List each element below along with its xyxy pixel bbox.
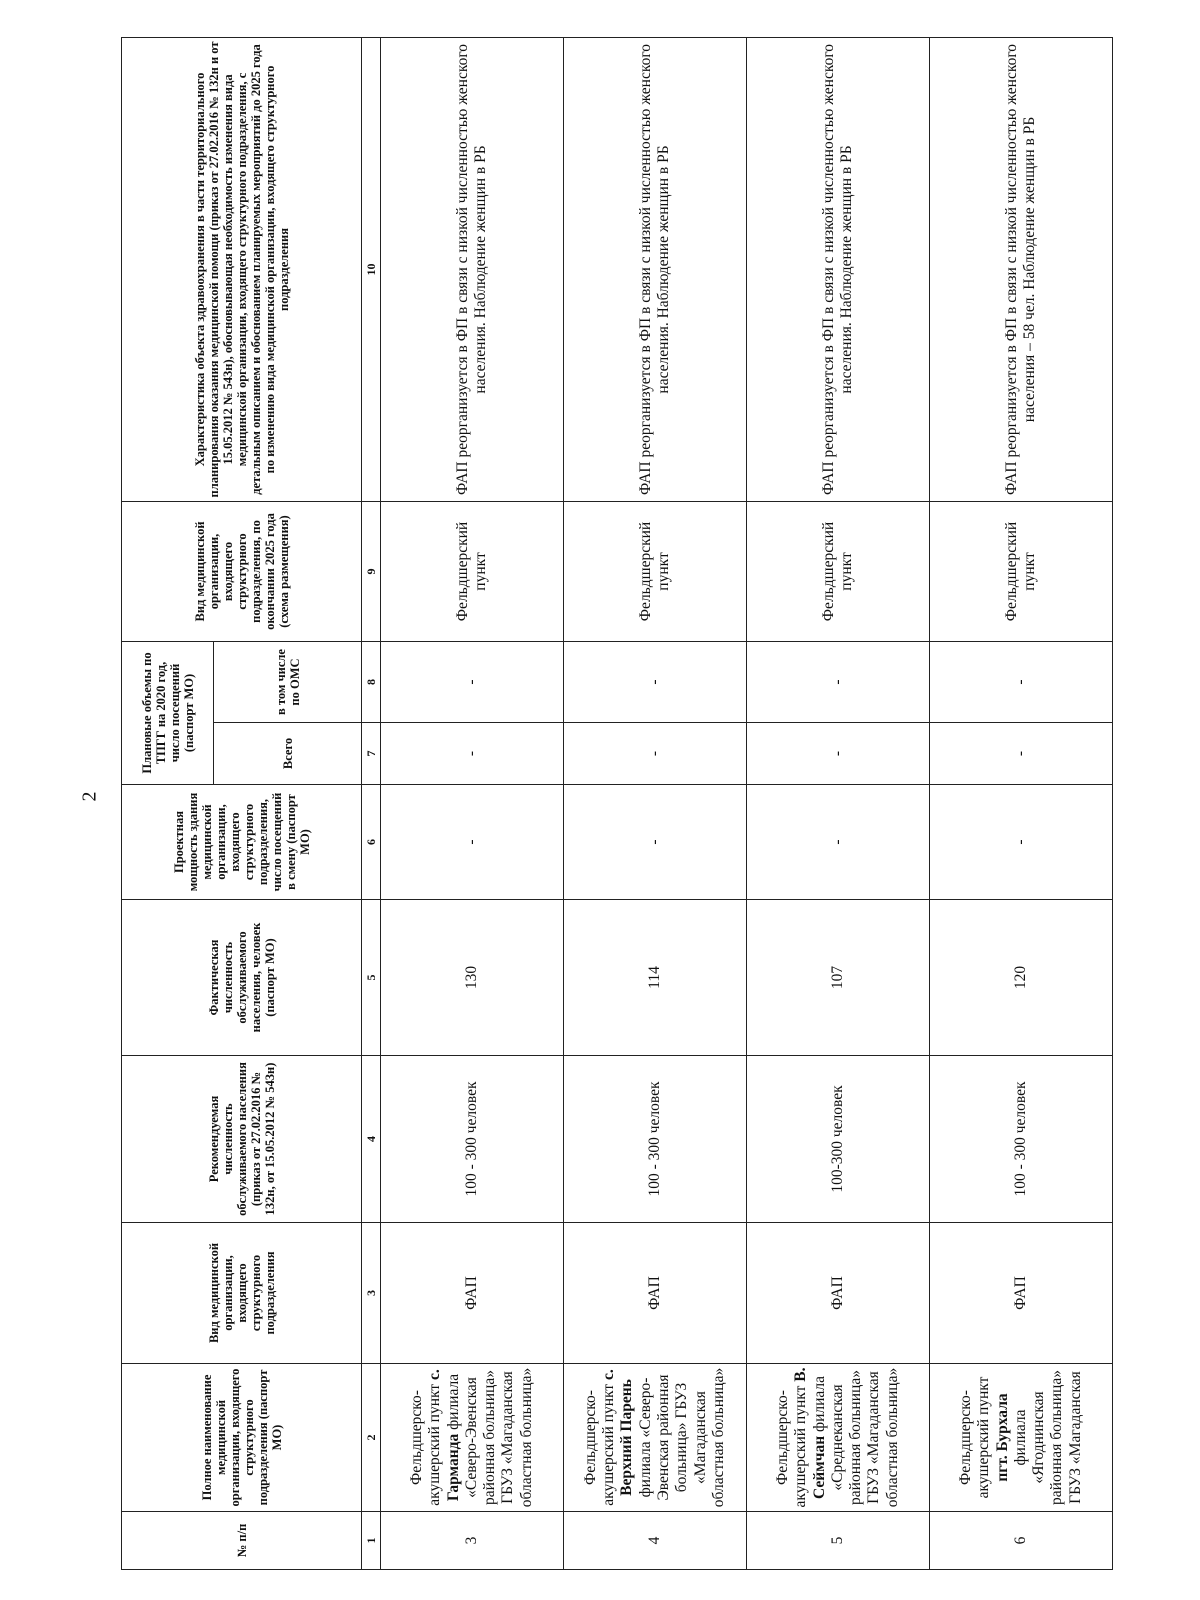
facility-type: ФАП bbox=[381, 1223, 564, 1364]
recommended-population: 100 - 300 человек bbox=[381, 1056, 564, 1223]
facility-location: В. Сеймчан bbox=[792, 1367, 828, 1500]
actual-population: 107 bbox=[747, 900, 930, 1056]
column-number: 10 bbox=[362, 37, 381, 501]
facility-name-prefix: Фельдшерско-акушерский пункт bbox=[774, 1385, 810, 1508]
facility-name-prefix: Фельдшерско-акушерский пункт bbox=[957, 1376, 993, 1499]
planned-oms: - bbox=[747, 641, 930, 722]
header-type-2025: Вид медицинской организации, входящего структурного подразделения, по окончании 2025 года (схема размещения) bbox=[122, 501, 362, 641]
planned-total: - bbox=[930, 723, 1113, 785]
column-number: 1 bbox=[362, 1512, 381, 1570]
planned-oms: - bbox=[381, 641, 564, 722]
row-number: 4 bbox=[564, 1512, 747, 1570]
capacity-value: - bbox=[930, 785, 1113, 900]
facility-type: ФАП bbox=[930, 1223, 1113, 1364]
facility-name-suffix: филиала «Северо-Эвенская районная больница» ГБУЗ «Магаданская областная больница» bbox=[636, 1367, 727, 1508]
planned-total: - bbox=[747, 723, 930, 785]
facility-location: пгт. Бурхала bbox=[993, 1393, 1011, 1482]
characteristic-text: ФАП реорганизуется в ФП в связи с низкой численностью женского населения – 58 чел. Наблюдение женщин в РБ bbox=[930, 37, 1113, 501]
facility-location: с. Верхний Парень bbox=[600, 1369, 636, 1496]
header-total: Всего bbox=[214, 723, 362, 785]
planned-total: - bbox=[564, 723, 747, 785]
column-number: 7 bbox=[362, 723, 381, 785]
facility-name-suffix: филиала «Ягоднинская районная больница» ГБУЗ «Магаданская bbox=[1011, 1370, 1084, 1505]
facility-type-2025: Фельдшерский пункт bbox=[930, 501, 1113, 641]
facility-name-prefix: Фельдшерско-акушерский пункт bbox=[581, 1383, 618, 1506]
facility-type: ФАП bbox=[564, 1223, 747, 1364]
recommended-population: 100 - 300 человек bbox=[930, 1056, 1113, 1223]
header-name: Полное наименование медицинской организации, входящего структурного подразделения (паспорт МО) bbox=[122, 1364, 362, 1512]
header-type: Вид медицинской организации, входящего структурного подразделения bbox=[122, 1223, 362, 1364]
facility-type: ФАП bbox=[747, 1223, 930, 1364]
rotated-table-container bbox=[121, 38, 1096, 1570]
facility-type-2025: Фельдшерский пункт bbox=[747, 501, 930, 641]
facility-location: с. Гарманда bbox=[426, 1369, 462, 1502]
planned-oms: - bbox=[564, 641, 747, 722]
facility-name-suffix: филиала «Северо-Эвенская районная больница» ГБУЗ «Магаданская областная больница» bbox=[444, 1367, 535, 1508]
header-num: № п/п bbox=[122, 1512, 362, 1570]
capacity-value: - bbox=[564, 785, 747, 900]
actual-population: 130 bbox=[381, 900, 564, 1056]
table-row bbox=[381, 37, 564, 1569]
column-number: 4 bbox=[362, 1056, 381, 1223]
characteristic-text: ФАП реорганизуется в ФП в связи с низкой численностью женского населения. Наблюдение женщин в РБ bbox=[747, 37, 930, 501]
facility-type-2025: Фельдшерский пункт bbox=[564, 501, 747, 641]
facility-name bbox=[747, 1364, 930, 1512]
actual-population: 120 bbox=[930, 900, 1113, 1056]
header-capacity: Проектная мощность здания медицинской организации, входящего структурного подразделения, число посещений в смену (паспорт МО) bbox=[122, 785, 362, 900]
column-number: 3 bbox=[362, 1223, 381, 1364]
recommended-population: 100 - 300 человек bbox=[564, 1056, 747, 1223]
characteristic-text: ФАП реорганизуется в ФП в связи с низкой численностью женского населения. Наблюдение женщин в РБ bbox=[564, 37, 747, 501]
capacity-value: - bbox=[747, 785, 930, 900]
column-number: 5 bbox=[362, 900, 381, 1056]
characteristic-text: ФАП реорганизуется в ФП в связи с низкой численностью женского населения. Наблюдение женщин в РБ bbox=[381, 37, 564, 501]
capacity-value: - bbox=[381, 785, 564, 900]
column-number: 2 bbox=[362, 1364, 381, 1512]
column-number: 9 bbox=[362, 501, 381, 641]
column-number: 6 bbox=[362, 785, 381, 900]
header-oms: в том числе по ОМС bbox=[214, 641, 362, 722]
row-number: 5 bbox=[747, 1512, 930, 1570]
recommended-population: 100-300 человек bbox=[747, 1056, 930, 1223]
header-planned-volumes: Плановые объемы по ТПГГ на 2020 год, число посещений (паспорт МО) bbox=[122, 641, 214, 784]
facility-name-prefix: Фельдшерско-акушерский пункт bbox=[408, 1383, 444, 1506]
row-number: 6 bbox=[930, 1512, 1113, 1570]
header-characteristic: Характеристика объекта здравоохранения в части территориального планирования оказания медицинской помощи (приказ от 27.02.2016 № 132н и от 15.05.2012 № 543н), обосновывающая необходимость изменения вида медицинской организации, входящего структурного подразделения, с детальным описанием и обоснованием планируемых мероприятий до 2025 года по изменению вида медицинской организации, входящего структурного подразделения bbox=[122, 37, 362, 501]
table-row bbox=[930, 37, 1113, 1569]
header-actual: Фактическая численность обслуживаемого населения, человек (паспорт МО) bbox=[122, 900, 362, 1056]
column-number: 8 bbox=[362, 641, 381, 722]
row-number: 3 bbox=[381, 1512, 564, 1570]
actual-population: 114 bbox=[564, 900, 747, 1056]
page-number: 2 bbox=[78, 791, 101, 802]
facility-type-2025: Фельдшерский пункт bbox=[381, 501, 564, 641]
health-facilities-table bbox=[121, 37, 1113, 1570]
table-row bbox=[564, 37, 747, 1569]
planned-oms: - bbox=[930, 641, 1113, 722]
planned-total: - bbox=[381, 723, 564, 785]
table-row bbox=[747, 37, 930, 1569]
facility-name bbox=[564, 1364, 747, 1512]
facility-name bbox=[930, 1364, 1113, 1512]
facility-name-suffix: филиала «Среднеканская районная больница» ГБУЗ «Магаданская областная больница» bbox=[810, 1367, 901, 1508]
header-recommended: Рекомендуемая численность обслуживаемого населения (приказ от 27.02.2016 № 132н, от 15.05.2012 № 543н) bbox=[122, 1056, 362, 1223]
facility-name bbox=[381, 1364, 564, 1512]
